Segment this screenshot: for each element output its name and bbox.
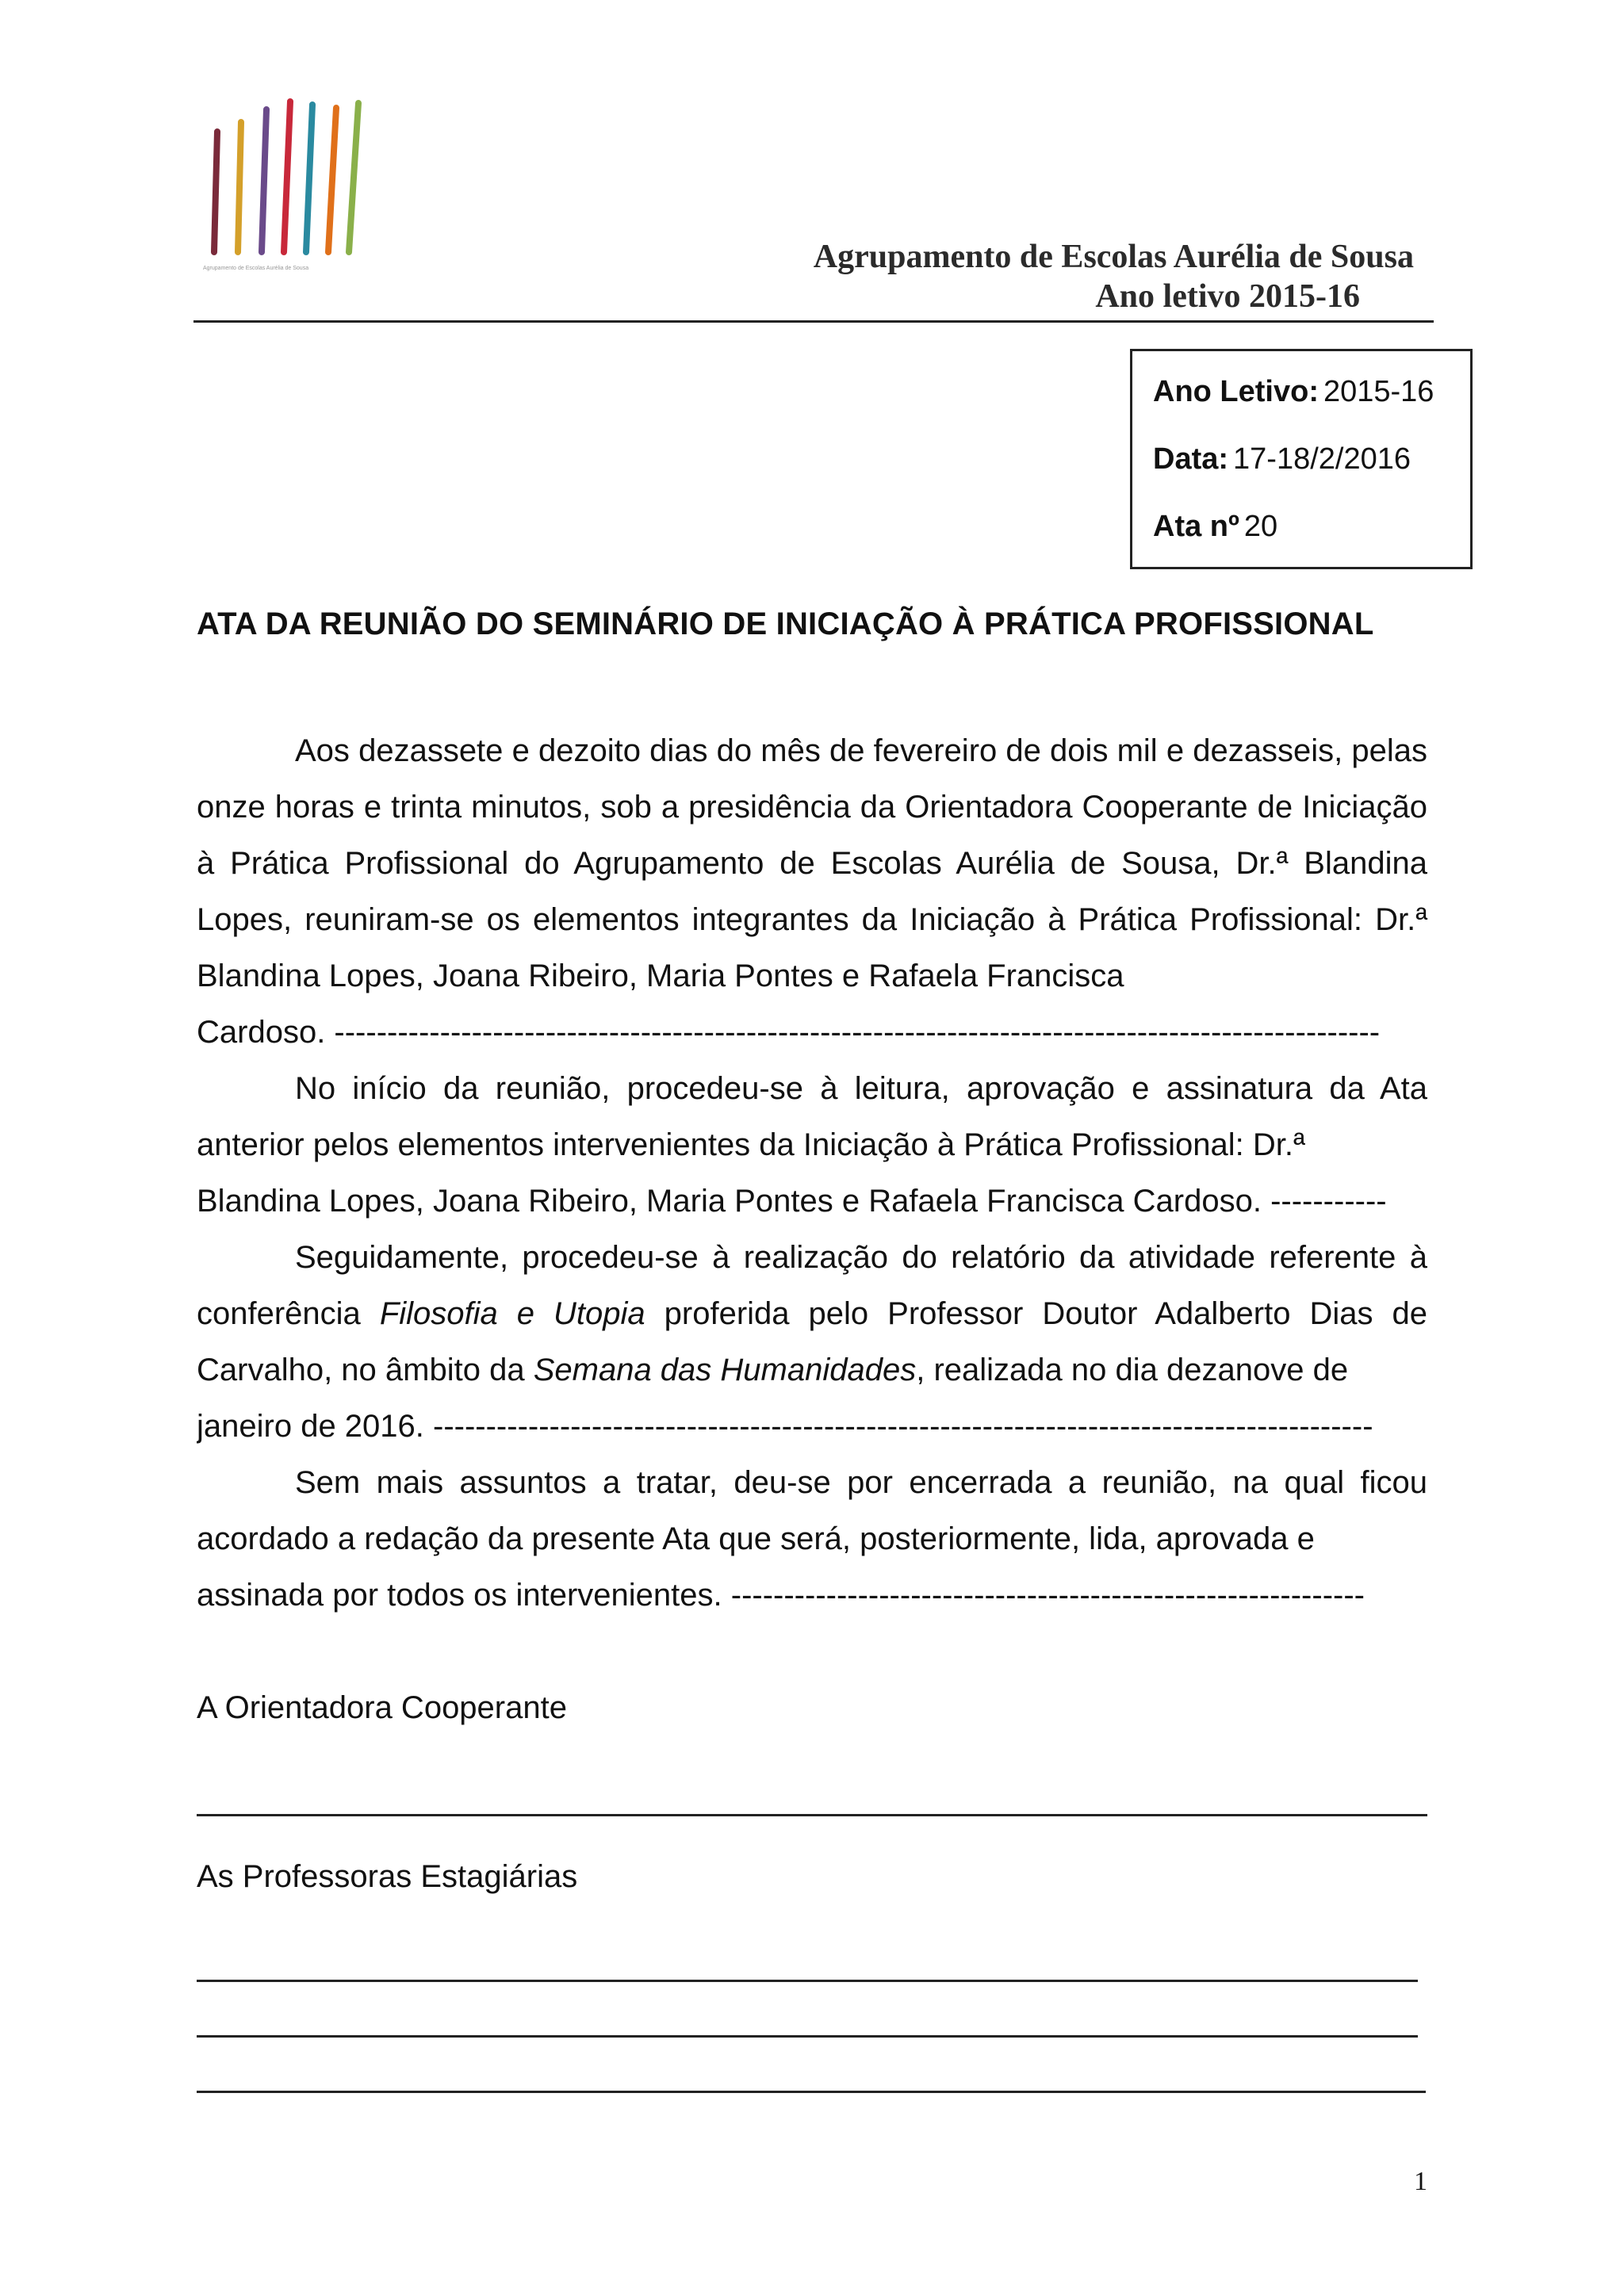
orientadora-signature-line: [197, 1814, 1427, 1816]
logo-stroke: [262, 109, 266, 252]
paragraph-closing-last-line: assinada por todos os intervenientes. ------------------------------------------------------------: [197, 1578, 1365, 1613]
paragraph-report-text-e: , realizada no dia dezanove de: [916, 1353, 1349, 1387]
orientadora-signature-label: A Orientadora Cooperante: [197, 1690, 567, 1725]
paragraph-report-text-c: proferida pelo Professor Doutor Adalberto Dias de Carvalho, no âmbito da: [197, 1296, 1427, 1387]
logo-stroke: [349, 103, 358, 252]
logo-stroke: [306, 105, 312, 252]
info-date-row: [1153, 442, 1411, 476]
info-year-row: [1153, 375, 1434, 409]
header-rule: [193, 320, 1434, 323]
event-name: Semana das Humanidades: [533, 1353, 917, 1387]
estagiaria-signature-line: [197, 2035, 1418, 2038]
estagiaria-signature-line: [197, 1980, 1418, 1982]
paragraph-opening: [197, 723, 1427, 1061]
logo-stroke: [214, 132, 217, 252]
paragraph-report-last-line: janeiro de 2016. -----------------------------------------------------------------------------------------: [197, 1409, 1373, 1444]
logo-stroke: [238, 122, 241, 252]
info-ata-label: Ata nº: [1153, 510, 1239, 543]
paragraph-report-text-a: Seguidamente, procedeu-se à realização do relatório da atividade referente à conferência: [197, 1240, 1427, 1331]
page-number: 1: [1414, 2167, 1427, 2196]
paragraph-approval: [197, 1061, 1427, 1230]
info-ata-row: [1153, 510, 1277, 544]
paragraph-opening-last-line: Cardoso. ---------------------------------------------------------------------------------------------------: [197, 1015, 1381, 1050]
logo-caption: Agrupamento de Escolas Aurélia de Sousa: [203, 266, 309, 271]
paragraph-closing-text: Sem mais assuntos a tratar, deu-se por encerrada a reunião, na qual ficou acordado a redação da presente Ata que será, posteriormente, lida, aprovada e: [197, 1465, 1427, 1556]
info-box: [1130, 349, 1473, 569]
paragraph-approval-last-line: Blandina Lopes, Joana Ribeiro, Maria Pontes e Rafaela Francisca Cardoso. -----------: [197, 1184, 1387, 1219]
logo-stroke: [284, 101, 290, 252]
logo-stroke: [328, 108, 336, 252]
info-year-label: Ano Letivo:: [1153, 375, 1319, 408]
paragraph-opening-text: Aos dezassete e dezoito dias do mês de fevereiro de dois mil e dezasseis, pelas onze horas e trinta minutos, sob a presidência da Orientadora Cooperante de Iniciação à Prática Profissional do Agrupamento de Escolas Aurélia de Sousa, Dr.ª Blandina Lopes, reuniram-se os elementos integrantes da Iniciação à Prática Profissional: Dr.ª Blandina Lopes, Joana Ribeiro, Maria Pontes e Rafaela Francisca: [197, 733, 1427, 993]
paragraph-closing: [197, 1455, 1427, 1624]
info-ata-value: 20: [1243, 510, 1278, 543]
info-year-value: 2015-16: [1323, 375, 1434, 408]
logo-strokes-graphic: [195, 94, 377, 276]
estagiarias-signature-label: As Professoras Estagiárias: [197, 1859, 578, 1894]
estagiaria-signature-line: [197, 2091, 1426, 2093]
header-school-year: Ano letivo 2015-16: [1095, 278, 1360, 315]
paragraph-approval-text: No início da reunião, procedeu-se à leitura, aprovação e assinatura da Ata anterior pelos elementos intervenientes da Iniciação à Prática Profissional: Dr.ª: [197, 1071, 1427, 1162]
school-name: Agrupamento de Escolas Aurélia de Sousa: [813, 239, 1414, 275]
info-date-label: Data:: [1153, 442, 1229, 476]
school-logo: [195, 94, 377, 276]
paragraph-report: [197, 1230, 1427, 1455]
info-date-value: 17-18/2/2016: [1233, 442, 1411, 476]
minutes-body: [197, 723, 1427, 1624]
document-title: ATA DA REUNIÃO DO SEMINÁRIO DE INICIAÇÃO À PRÁTICA PROFISSIONAL: [197, 607, 1374, 641]
conference-title: Filosofia e Utopia: [379, 1296, 645, 1331]
